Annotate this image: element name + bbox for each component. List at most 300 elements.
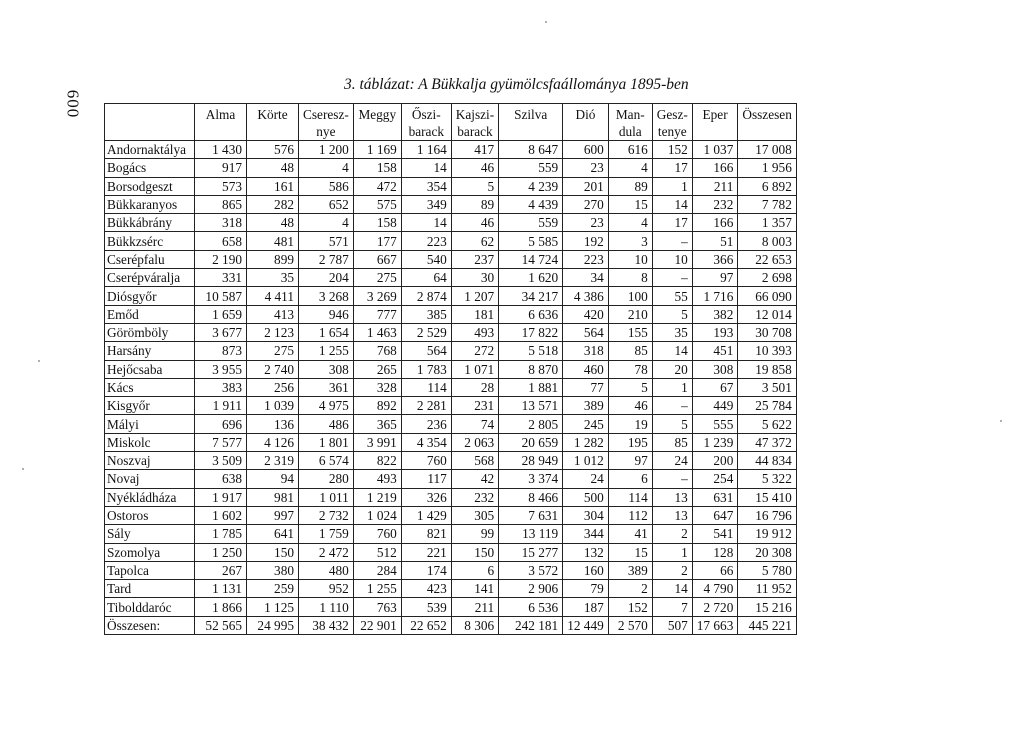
table-cell: 14	[652, 195, 692, 213]
table-cell: 66	[692, 561, 738, 579]
table-row	[105, 543, 797, 561]
table-cell: 211	[692, 177, 738, 195]
table-cell: 658	[195, 232, 247, 250]
table-cell: 8 003	[738, 232, 796, 250]
table-cell: 22 653	[738, 250, 796, 268]
table-cell: 35	[652, 323, 692, 341]
scan-speck	[38, 360, 40, 362]
table-cell: 4 239	[499, 177, 563, 195]
column-header: Man- dula	[608, 104, 652, 141]
table-cell: 13 119	[499, 525, 563, 543]
table-cell: 413	[247, 305, 299, 323]
page-number: 600	[63, 89, 83, 119]
table-cell: 417	[451, 141, 498, 159]
table-cell: 245	[563, 415, 609, 433]
table-cell: 23	[563, 214, 609, 232]
table-cell: 114	[401, 378, 451, 396]
table-cell: 275	[247, 342, 299, 360]
table-cell: 4 354	[401, 433, 451, 451]
table-cell: 117	[401, 470, 451, 488]
table-cell: 4	[608, 214, 652, 232]
table-cell: 6 636	[499, 305, 563, 323]
fruit-tree-table	[104, 103, 797, 635]
table-cell: 67	[692, 378, 738, 396]
table-cell: 34 217	[499, 287, 563, 305]
column-header: Eper	[692, 104, 738, 141]
table-cell: 28 949	[499, 452, 563, 470]
table-cell: 8 647	[499, 141, 563, 159]
table-cell: 195	[608, 433, 652, 451]
table-cell: 42	[451, 470, 498, 488]
table-cell: 493	[451, 323, 498, 341]
table-cell: 284	[353, 561, 401, 579]
table-cell: 10	[652, 250, 692, 268]
table-cell: 460	[563, 360, 609, 378]
table-cell: 270	[563, 195, 609, 213]
table-cell: 575	[353, 195, 401, 213]
table-cell: 631	[692, 488, 738, 506]
table-cell: 1	[652, 378, 692, 396]
table-cell: 1	[652, 543, 692, 561]
table-row	[105, 598, 797, 616]
table-cell: 1 011	[299, 488, 354, 506]
table-cell: 423	[401, 580, 451, 598]
table-cell: 4 439	[499, 195, 563, 213]
table-cell: 254	[692, 470, 738, 488]
table-cell: 3	[608, 232, 652, 250]
table-row	[105, 269, 797, 287]
table-cell: 555	[692, 415, 738, 433]
table-cell: 1 956	[738, 159, 796, 177]
table-cell: 5	[652, 415, 692, 433]
table-cell: 5 518	[499, 342, 563, 360]
table-cell: 3 572	[499, 561, 563, 579]
total-row	[105, 616, 797, 634]
table-cell: 1 785	[195, 525, 247, 543]
table-cell: 564	[401, 342, 451, 360]
table-cell: 1	[652, 177, 692, 195]
table-cell: 318	[195, 214, 247, 232]
table-cell: 152	[608, 598, 652, 616]
table-cell: 62	[451, 232, 498, 250]
table-cell: 223	[563, 250, 609, 268]
table-cell: 3 268	[299, 287, 354, 305]
column-header: Körte	[247, 104, 299, 141]
table-cell: 259	[247, 580, 299, 598]
table-cell: –	[652, 232, 692, 250]
table-cell: 449	[692, 397, 738, 415]
table-cell: 559	[499, 214, 563, 232]
table-cell: 6	[451, 561, 498, 579]
settlement-name: Cserépváralja	[105, 269, 195, 287]
table-row	[105, 506, 797, 524]
table-cell: 1 255	[299, 342, 354, 360]
table-cell: 6 892	[738, 177, 796, 195]
table-cell: 917	[195, 159, 247, 177]
table-cell: 94	[247, 470, 299, 488]
table-row	[105, 159, 797, 177]
table-cell: 17 822	[499, 323, 563, 341]
table-cell: 2 529	[401, 323, 451, 341]
table-cell: 539	[401, 598, 451, 616]
table-cell: 236	[401, 415, 451, 433]
table-cell: 2 874	[401, 287, 451, 305]
settlement-name: Andornaktálya	[105, 141, 195, 159]
settlement-name: Bükkaranyos	[105, 195, 195, 213]
table-cell: 573	[195, 177, 247, 195]
table-cell: 89	[608, 177, 652, 195]
table-row	[105, 177, 797, 195]
table-cell: 821	[401, 525, 451, 543]
table-cell: 34	[563, 269, 609, 287]
table-cell: 275	[353, 269, 401, 287]
table-cell: 280	[299, 470, 354, 488]
table-cell: 1 110	[299, 598, 354, 616]
table-cell: 667	[353, 250, 401, 268]
table-cell: 383	[195, 378, 247, 396]
table-cell: 267	[195, 561, 247, 579]
scan-speck	[22, 468, 24, 470]
table-cell: 166	[692, 159, 738, 177]
table-cell: 19	[608, 415, 652, 433]
table-cell: 493	[353, 470, 401, 488]
table-cell: 5	[652, 305, 692, 323]
table-cell: 187	[563, 598, 609, 616]
table-cell: 1 200	[299, 141, 354, 159]
table-cell: 223	[401, 232, 451, 250]
table-cell: 282	[247, 195, 299, 213]
table-cell: 8 466	[499, 488, 563, 506]
column-header: Meggy	[353, 104, 401, 141]
table-cell: 152	[652, 141, 692, 159]
table-cell: 15	[608, 543, 652, 561]
settlement-name: Noszvaj	[105, 452, 195, 470]
table-row	[105, 214, 797, 232]
table-cell: 2 190	[195, 250, 247, 268]
table-cell: 2 319	[247, 452, 299, 470]
table-cell: 99	[451, 525, 498, 543]
table-cell: 2 698	[738, 269, 796, 287]
table-cell: 30 708	[738, 323, 796, 341]
settlement-name: Tapolca	[105, 561, 195, 579]
table-row	[105, 488, 797, 506]
table-cell: 1 602	[195, 506, 247, 524]
table-cell: 38 432	[299, 616, 354, 634]
table-cell: 1 024	[353, 506, 401, 524]
column-header: Szilva	[499, 104, 563, 141]
table-cell: 1 866	[195, 598, 247, 616]
settlement-name: Tibolddaróc	[105, 598, 195, 616]
table-cell: 2	[608, 580, 652, 598]
table-cell: 66 090	[738, 287, 796, 305]
settlement-name: Összesen:	[105, 616, 195, 634]
table-cell: 46	[451, 159, 498, 177]
table-cell: 3 509	[195, 452, 247, 470]
table-cell: 981	[247, 488, 299, 506]
table-cell: 22 901	[353, 616, 401, 634]
table-row	[105, 378, 797, 396]
table-cell: 17 663	[692, 616, 738, 634]
table-cell: 576	[247, 141, 299, 159]
table-cell: 1 039	[247, 397, 299, 415]
table-cell: 150	[451, 543, 498, 561]
settlement-name: Bogács	[105, 159, 195, 177]
table-cell: 112	[608, 506, 652, 524]
table-cell: 177	[353, 232, 401, 250]
table-cell: 331	[195, 269, 247, 287]
table-cell: 14	[401, 214, 451, 232]
table-cell: 256	[247, 378, 299, 396]
table-cell: 420	[563, 305, 609, 323]
table-cell: 2 281	[401, 397, 451, 415]
header-corner	[105, 104, 195, 141]
table-row	[105, 250, 797, 268]
table-cell: 500	[563, 488, 609, 506]
table-row	[105, 561, 797, 579]
table-cell: 571	[299, 232, 354, 250]
table-cell: 17 008	[738, 141, 796, 159]
table-cell: 221	[401, 543, 451, 561]
table-cell: 174	[401, 561, 451, 579]
settlement-name: Kisgyőr	[105, 397, 195, 415]
table-row	[105, 415, 797, 433]
table-cell: 11 952	[738, 580, 796, 598]
table-cell: 13	[652, 506, 692, 524]
table-cell: 15 216	[738, 598, 796, 616]
table-cell: 181	[451, 305, 498, 323]
table-cell: 5	[608, 378, 652, 396]
table-cell: 128	[692, 543, 738, 561]
table-cell: 237	[451, 250, 498, 268]
table-cell: 30	[451, 269, 498, 287]
table-cell: 389	[608, 561, 652, 579]
table-cell: 46	[451, 214, 498, 232]
table-cell: 1 125	[247, 598, 299, 616]
settlement-name: Emőd	[105, 305, 195, 323]
table-cell: 1 131	[195, 580, 247, 598]
table-cell: 1 430	[195, 141, 247, 159]
table-cell: 7 782	[738, 195, 796, 213]
table-cell: 89	[451, 195, 498, 213]
table-cell: 232	[692, 195, 738, 213]
table-cell: 952	[299, 580, 354, 598]
table-cell: 23	[563, 159, 609, 177]
table-cell: 28	[451, 378, 498, 396]
table-cell: 13	[652, 488, 692, 506]
table-cell: 760	[401, 452, 451, 470]
table-cell: 305	[451, 506, 498, 524]
table-cell: 2 570	[608, 616, 652, 634]
column-header: Őszi- barack	[401, 104, 451, 141]
table-cell: 74	[451, 415, 498, 433]
table-cell: 3 991	[353, 433, 401, 451]
table-cell: 13 571	[499, 397, 563, 415]
settlement-name: Sály	[105, 525, 195, 543]
table-cell: 114	[608, 488, 652, 506]
table-row	[105, 305, 797, 323]
table-cell: 5 622	[738, 415, 796, 433]
table-cell: 1 911	[195, 397, 247, 415]
table-cell: 600	[563, 141, 609, 159]
table-cell: 48	[247, 214, 299, 232]
table-cell: 365	[353, 415, 401, 433]
settlement-name: Hejőcsaba	[105, 360, 195, 378]
table-cell: 647	[692, 506, 738, 524]
table-cell: 472	[353, 177, 401, 195]
table-cell: 44 834	[738, 452, 796, 470]
table-cell: 15 277	[499, 543, 563, 561]
table-cell: 19 858	[738, 360, 796, 378]
settlement-name: Nyékládháza	[105, 488, 195, 506]
scan-speck	[545, 21, 547, 23]
table-cell: 3 269	[353, 287, 401, 305]
table-cell: –	[652, 470, 692, 488]
table-cell: 3 501	[738, 378, 796, 396]
table-cell: 10	[608, 250, 652, 268]
table-row	[105, 360, 797, 378]
table-cell: 192	[563, 232, 609, 250]
table-row	[105, 397, 797, 415]
table-row	[105, 287, 797, 305]
table-cell: 1 239	[692, 433, 738, 451]
table-cell: 17	[652, 159, 692, 177]
table-cell: 5 322	[738, 470, 796, 488]
table-cell: 4	[299, 214, 354, 232]
table-cell: 1 282	[563, 433, 609, 451]
table-row	[105, 141, 797, 159]
settlement-name: Miskolc	[105, 433, 195, 451]
table-row	[105, 433, 797, 451]
table-cell: 141	[451, 580, 498, 598]
table-cell: 326	[401, 488, 451, 506]
table-cell: 1 783	[401, 360, 451, 378]
table-cell: 873	[195, 342, 247, 360]
table-cell: 85	[608, 342, 652, 360]
table-cell: 328	[353, 378, 401, 396]
table-cell: 210	[608, 305, 652, 323]
settlement-name: Diósgyőr	[105, 287, 195, 305]
table-cell: 97	[608, 452, 652, 470]
table-cell: 4 790	[692, 580, 738, 598]
table-cell: 166	[692, 214, 738, 232]
table-cell: 5	[451, 177, 498, 195]
table-cell: 97	[692, 269, 738, 287]
table-cell: 15	[608, 195, 652, 213]
table-cell: 385	[401, 305, 451, 323]
table-cell: 7	[652, 598, 692, 616]
table-cell: 1 207	[451, 287, 498, 305]
settlement-name: Szomolya	[105, 543, 195, 561]
table-row	[105, 232, 797, 250]
table-cell: 265	[353, 360, 401, 378]
table-cell: 768	[353, 342, 401, 360]
table-cell: 150	[247, 543, 299, 561]
table-cell: 24	[652, 452, 692, 470]
table-cell: 2	[652, 561, 692, 579]
table-cell: 77	[563, 378, 609, 396]
table-cell: 1 012	[563, 452, 609, 470]
table-cell: 41	[608, 525, 652, 543]
table-cell: 507	[652, 616, 692, 634]
table-cell: 4 975	[299, 397, 354, 415]
table-cell: 231	[451, 397, 498, 415]
table-row	[105, 470, 797, 488]
table-cell: 777	[353, 305, 401, 323]
table-cell: 35	[247, 269, 299, 287]
table-cell: 24 995	[247, 616, 299, 634]
table-cell: 2 123	[247, 323, 299, 341]
table-cell: 158	[353, 214, 401, 232]
table-cell: 14	[652, 580, 692, 598]
column-header: Dió	[563, 104, 609, 141]
column-header: Kajszi- barack	[451, 104, 498, 141]
settlement-name: Tard	[105, 580, 195, 598]
table-cell: 3 374	[499, 470, 563, 488]
settlement-name: Borsodgeszt	[105, 177, 195, 195]
column-header: Összesen	[738, 104, 796, 141]
table-row	[105, 525, 797, 543]
table-cell: 361	[299, 378, 354, 396]
table-cell: 8	[608, 269, 652, 287]
table-cell: 1 917	[195, 488, 247, 506]
table-cell: 308	[692, 360, 738, 378]
table-cell: 1 255	[353, 580, 401, 598]
table-cell: 822	[353, 452, 401, 470]
table-cell: 7 577	[195, 433, 247, 451]
table-cell: 2 805	[499, 415, 563, 433]
table-cell: –	[652, 269, 692, 287]
table-cell: 14 724	[499, 250, 563, 268]
table-cell: 481	[247, 232, 299, 250]
table-cell: 46	[608, 397, 652, 415]
settlement-name: Bükkzsérc	[105, 232, 195, 250]
table-cell: 541	[692, 525, 738, 543]
table-cell: 20	[652, 360, 692, 378]
table-cell: 568	[451, 452, 498, 470]
table-cell: 2 472	[299, 543, 354, 561]
table-cell: 132	[563, 543, 609, 561]
table-cell: 12 449	[563, 616, 609, 634]
table-row	[105, 195, 797, 213]
settlement-name: Novaj	[105, 470, 195, 488]
table-cell: 389	[563, 397, 609, 415]
table-cell: 480	[299, 561, 354, 579]
table-cell: –	[652, 397, 692, 415]
table-cell: 382	[692, 305, 738, 323]
table-cell: 5 780	[738, 561, 796, 579]
scan-speck	[1000, 420, 1002, 422]
table-cell: 4	[299, 159, 354, 177]
table-cell: 899	[247, 250, 299, 268]
table-cell: 4 411	[247, 287, 299, 305]
table-cell: 451	[692, 342, 738, 360]
table-cell: 892	[353, 397, 401, 415]
table-cell: 51	[692, 232, 738, 250]
table-cell: 445 221	[738, 616, 796, 634]
table-cell: 2 732	[299, 506, 354, 524]
table-cell: 4 126	[247, 433, 299, 451]
table-cell: 1 759	[299, 525, 354, 543]
table-row	[105, 342, 797, 360]
table-cell: 1 357	[738, 214, 796, 232]
table-cell: 1 037	[692, 141, 738, 159]
table-cell: 349	[401, 195, 451, 213]
table-cell: 79	[563, 580, 609, 598]
table-cell: 512	[353, 543, 401, 561]
table-cell: 2 063	[451, 433, 498, 451]
table-cell: 354	[401, 177, 451, 195]
table-cell: 696	[195, 415, 247, 433]
